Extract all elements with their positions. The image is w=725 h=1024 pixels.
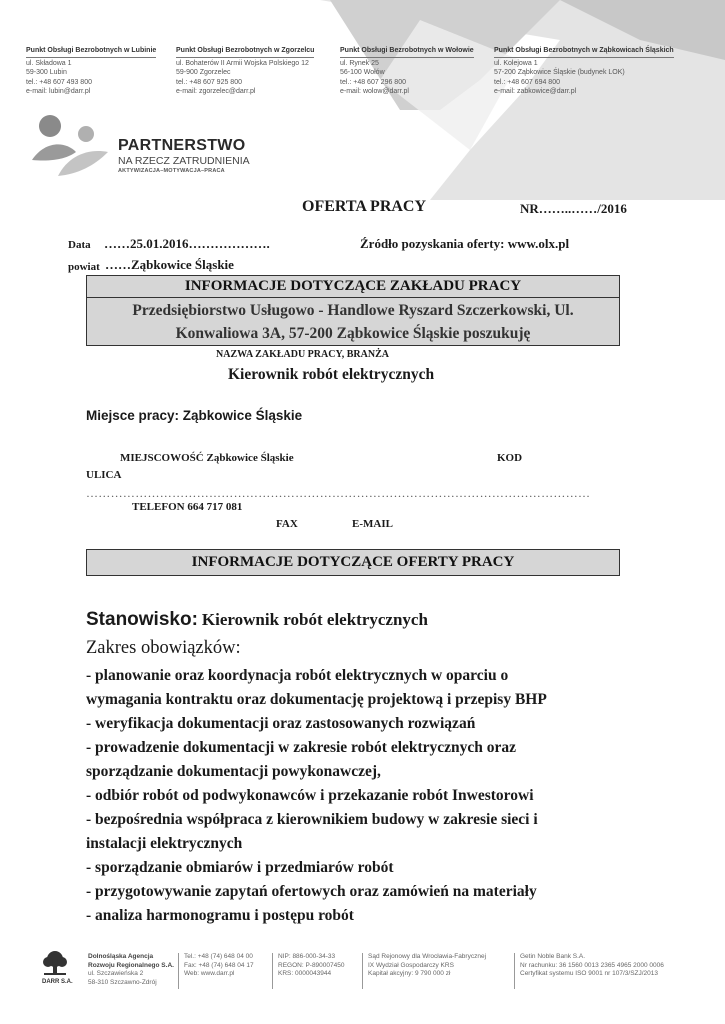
offer-source: Źródło pozyskania oferty: www.olx.pl	[360, 236, 570, 251]
office-line: 57-200 Ząbkowice Śląskie (budynek LOK)	[494, 69, 625, 76]
footer-line: Kapitał akcyjny: 9 790 000 zł	[368, 970, 451, 977]
footer-line: KRS: 0000043944	[278, 970, 332, 977]
partnerstwo-logo-icon	[28, 112, 112, 178]
office-line: 59-900 Zgorzelec	[176, 69, 231, 76]
footer-court	[368, 953, 486, 979]
footer-line: Getin Noble Bank S.A.	[520, 953, 586, 960]
office-line: 59-300 Lubin	[26, 69, 67, 76]
office-title: Punkt Obsługi Bezrobotnych w Zgorzelcu	[176, 46, 314, 58]
office-line: ul. Kolejowa 1	[494, 59, 538, 67]
footer-line: Sąd Rejonowy dla Wrocławia-Fabrycznej	[368, 953, 487, 960]
office-line: e-mail: lubin@darr.pl	[26, 88, 91, 95]
office-line: tel.: +48 607 296 800	[340, 78, 406, 86]
duty-line: - weryfikacja dokumentacji oraz zastosowanych rozwiązań	[86, 715, 476, 732]
office-line: tel.: +48 607 493 800	[26, 78, 92, 86]
employer-line-1: Przedsiębiorstwo Usługowo - Handlowe Ryszard Szczerkowski, Ul.	[132, 302, 574, 319]
logo-title: PARTNERSTWO	[118, 137, 246, 154]
duty-line: - odbiór robót od podwykonawców i przekazanie robót Inwestorowi	[86, 787, 534, 804]
office-line: e-mail: zabkowice@darr.pl	[494, 88, 577, 95]
company-name-label: NAZWA ZAKŁADU PRACY, BRANŻA	[216, 349, 389, 360]
office-line: tel.: +48 607 694 800	[494, 78, 560, 86]
position-label: Stanowisko:	[86, 609, 198, 630]
footer-line: Nr rachunku: 36 1560 0013 2365 4965 2000 0006	[520, 961, 664, 969]
street-label: ULICA	[86, 469, 122, 481]
email-label: E-MAIL	[352, 518, 393, 530]
position-title: Kierownik robót elektrycznych	[228, 366, 435, 383]
office-line: 56-100 Wołów	[340, 69, 385, 76]
office-title: Punkt Obsługi Bezrobotnych w Wołowie	[340, 46, 474, 58]
powiat-value: ……Ząbkowice Śląskie	[105, 257, 234, 272]
employer-line-2: Konwaliowa 3A, 57-200 Ząbkowice Śląskie poszukuję	[175, 325, 531, 342]
workplace: Miejsce pracy: Ząbkowice Śląskie	[86, 408, 303, 423]
footer-line: Web: www.darr.pl	[184, 970, 235, 977]
offer-header: INFORMACJE DOTYCZĄCE OFERTY PRACY	[191, 554, 515, 570]
office-title: Punkt Obsługi Bezrobotnych w Lubinie	[26, 46, 156, 58]
footer-line: ul. Szczawieńska 2	[88, 970, 144, 977]
date-value: ……25.01.2016……………….	[104, 236, 270, 251]
employer-header: INFORMACJE DOTYCZĄCE ZAKŁADU PRACY	[87, 276, 619, 298]
footer-line: Fax: +48 (74) 648 04 17	[184, 961, 254, 969]
office-line: e-mail: wolow@darr.pl	[340, 88, 409, 95]
footer-bank	[520, 953, 664, 979]
duty-line: instalacji elektrycznych	[86, 835, 243, 852]
footer-line: Rozwoju Regionalnego S.A.	[88, 961, 174, 969]
footer-line: NIP: 886-000-34-33	[278, 953, 336, 960]
fax-label: FAX	[276, 518, 298, 530]
duty-line: - analiza harmonogramu i postępu robót	[86, 907, 354, 924]
duties-heading: Zakres obowiązków:	[86, 638, 241, 658]
duty-line: - przygotowywanie zapytań ofertowych oraz zamówień na materiały	[86, 883, 537, 900]
position-line	[86, 609, 428, 631]
duty-line: - bezpośrednia współpraca z kierownikiem budowy w zakresie sieci i	[86, 811, 538, 828]
office-line: ul. Rynek 25	[340, 59, 379, 67]
footer-agency	[88, 953, 174, 987]
office-title: Punkt Obsługi Bezrobotnych w Ząbkowicach Śląskich	[494, 46, 674, 58]
footer-line: IX Wydział Gospodarczy KRS	[368, 961, 454, 969]
office-wolow	[340, 46, 474, 97]
duty-line: sporządzanie dokumentacji powykonawczej,	[86, 763, 381, 780]
postal-code-label: KOD	[497, 452, 523, 464]
footer-line: REGON: P-890007450	[278, 961, 345, 969]
duty-line: wymagania kontraktu oraz dokumentację projektową i przepisy BHP	[86, 691, 547, 708]
city-field: MIEJSCOWOŚĆ Ząbkowice Śląskie	[120, 452, 294, 464]
street-dotted-line: ……………………………………………………………………………………………………………	[86, 486, 591, 500]
duty-line: - prowadzenie dokumentacji w zakresie robót elektrycznych oraz	[86, 739, 517, 756]
phone-field: TELEFON 664 717 081	[132, 501, 243, 513]
footer-line: Dolnośląska Agencja	[88, 953, 154, 960]
logo-tagline: AKTYWIZACJA–MOTYWACJA–PRACA	[118, 168, 225, 174]
duty-line: - sporządzanie obmiarów i przedmiarów robót	[86, 859, 394, 876]
duty-line: - planowanie oraz koordynacja robót elektrycznych w oparciu o	[86, 667, 509, 684]
position-value: Kierownik robót elektrycznych	[201, 610, 428, 629]
employer-box	[86, 275, 620, 346]
office-lubin	[26, 46, 156, 97]
powiat-label: powiat	[68, 261, 100, 273]
footer-ids	[278, 953, 344, 979]
footer-line: Tel.: +48 (74) 648 04 00	[184, 953, 253, 960]
footer-contact	[184, 953, 254, 979]
footer-line: Certyfikat systemu ISO 9001 nr 107/3/SZJ/2013	[520, 970, 659, 977]
document-title: OFERTA PRACY	[302, 198, 427, 215]
darr-logo-text: DARR S.A.	[42, 979, 73, 985]
offer-box	[86, 549, 620, 576]
offer-number: NR……..……/2016	[520, 201, 627, 216]
darr-tree-icon	[40, 950, 70, 976]
office-zabkowice	[494, 46, 674, 97]
date-label: Data	[68, 239, 91, 251]
office-line: tel.: +48 607 925 800	[176, 78, 242, 86]
office-line: e-mail: zgorzelec@darr.pl	[176, 88, 256, 95]
duties-list	[86, 664, 547, 928]
office-line: ul. Składowa 1	[26, 59, 72, 67]
footer-line: 58-310 Szczawno-Zdrój	[88, 978, 157, 986]
office-zgorzelec	[176, 46, 314, 97]
logo-subtitle: NA RZECZ ZATRUDNIENIA	[118, 155, 250, 167]
office-line: ul. Bohaterów II Armii Wojska Polskiego 12	[176, 59, 309, 67]
